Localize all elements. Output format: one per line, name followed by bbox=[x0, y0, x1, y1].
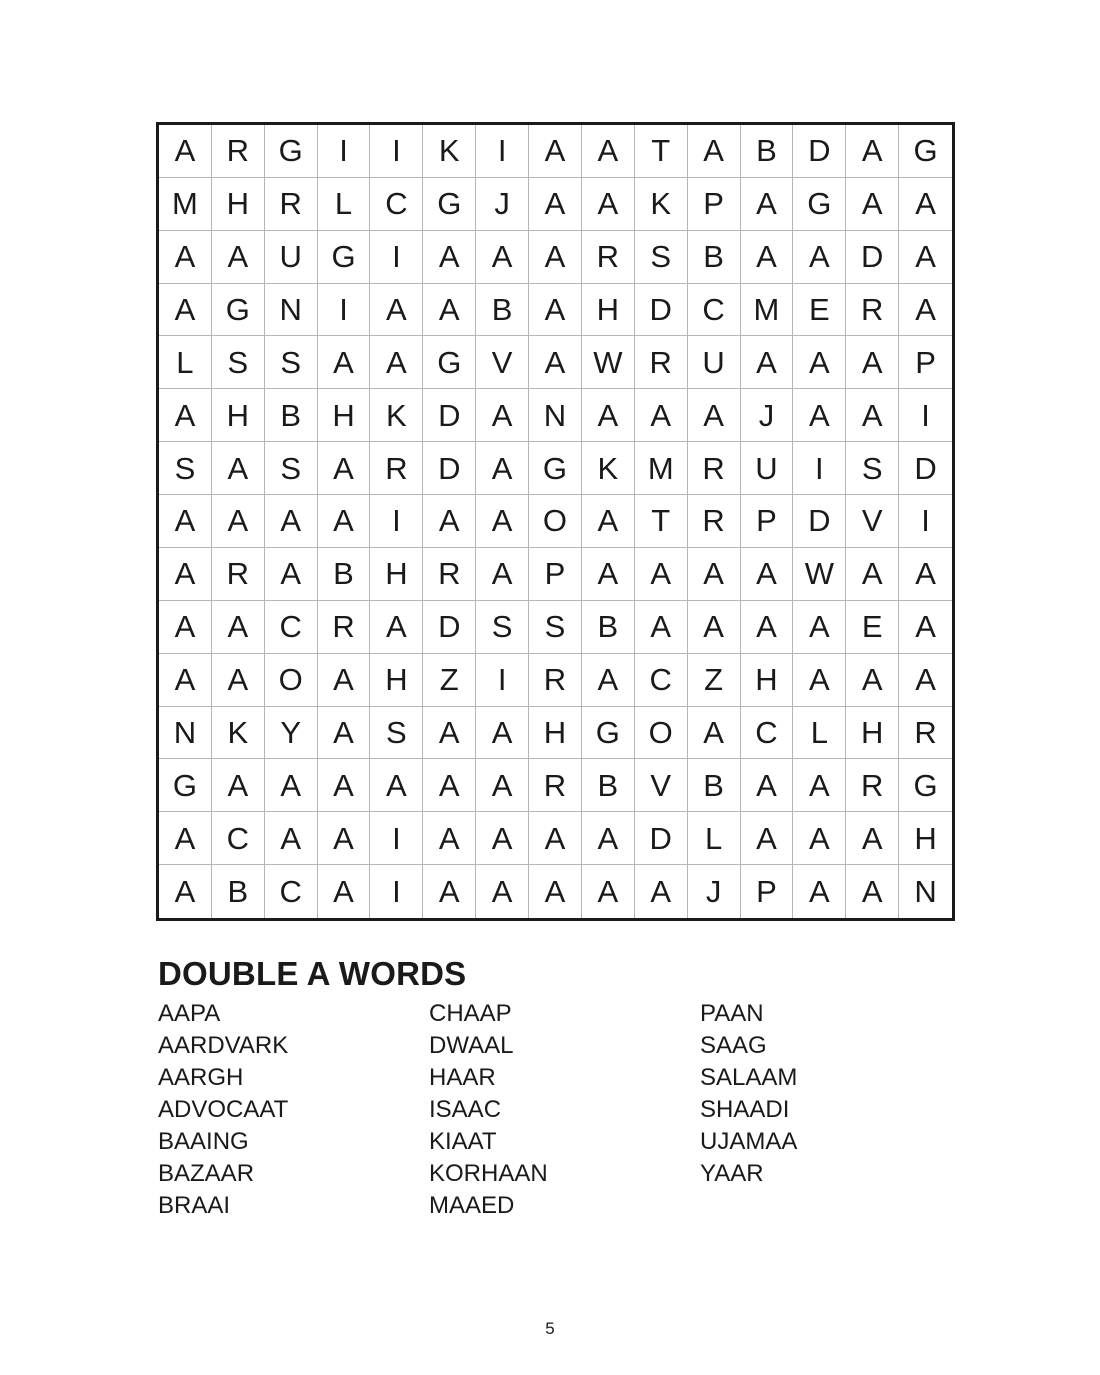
word-list-column-1 bbox=[158, 998, 288, 1222]
grid-cell: B bbox=[582, 759, 635, 812]
grid-cell: D bbox=[793, 125, 846, 178]
grid-cell: P bbox=[529, 548, 582, 601]
grid-cell: B bbox=[212, 865, 265, 918]
grid-cell: A bbox=[476, 548, 529, 601]
grid-cell: A bbox=[846, 865, 899, 918]
word-list-item: SAAG bbox=[700, 1032, 767, 1059]
grid-cell: I bbox=[370, 865, 423, 918]
grid-cell: T bbox=[635, 495, 688, 548]
grid-cell: H bbox=[846, 707, 899, 760]
grid-cell: I bbox=[793, 442, 846, 495]
grid-cell: A bbox=[846, 812, 899, 865]
grid-cell: A bbox=[741, 601, 794, 654]
grid-cell: A bbox=[793, 654, 846, 707]
grid-cell: A bbox=[159, 601, 212, 654]
grid-cell: A bbox=[741, 759, 794, 812]
grid-cell: A bbox=[582, 178, 635, 231]
grid-cell: I bbox=[370, 495, 423, 548]
grid-cell: S bbox=[529, 601, 582, 654]
grid-cell: V bbox=[846, 495, 899, 548]
word-list-item: BRAAI bbox=[158, 1192, 231, 1219]
grid-cell: A bbox=[318, 336, 371, 389]
grid-cell: A bbox=[529, 865, 582, 918]
grid-cell: A bbox=[159, 865, 212, 918]
grid-cell: A bbox=[159, 548, 212, 601]
grid-cell: R bbox=[688, 495, 741, 548]
grid-cell: H bbox=[741, 654, 794, 707]
grid-cell: M bbox=[159, 178, 212, 231]
grid-cell: A bbox=[159, 495, 212, 548]
grid-cell: B bbox=[582, 601, 635, 654]
grid-cell: D bbox=[423, 601, 476, 654]
grid-cell: A bbox=[212, 231, 265, 284]
grid-cell: O bbox=[265, 654, 318, 707]
grid-cell: A bbox=[582, 548, 635, 601]
grid-cell: B bbox=[265, 389, 318, 442]
grid-cell: A bbox=[846, 654, 899, 707]
grid-cell: A bbox=[423, 495, 476, 548]
grid-cell: A bbox=[476, 812, 529, 865]
grid-cell: A bbox=[318, 759, 371, 812]
grid-cell: R bbox=[635, 336, 688, 389]
grid-cell: A bbox=[635, 548, 688, 601]
grid-cell: C bbox=[635, 654, 688, 707]
grid-cell: A bbox=[793, 336, 846, 389]
word-search-grid bbox=[156, 122, 955, 921]
grid-cell: C bbox=[265, 601, 318, 654]
grid-cell: A bbox=[582, 495, 635, 548]
grid-cell: K bbox=[635, 178, 688, 231]
grid-cell: A bbox=[793, 812, 846, 865]
grid-cell: K bbox=[370, 389, 423, 442]
grid-cell: A bbox=[793, 759, 846, 812]
grid-cell: Z bbox=[688, 654, 741, 707]
grid-cell: H bbox=[370, 654, 423, 707]
grid-cell: K bbox=[212, 707, 265, 760]
grid-cell: A bbox=[529, 336, 582, 389]
grid-cell: A bbox=[159, 654, 212, 707]
grid-cell: C bbox=[265, 865, 318, 918]
grid-cell: N bbox=[529, 389, 582, 442]
grid-cell: Z bbox=[423, 654, 476, 707]
grid-cell: A bbox=[741, 548, 794, 601]
grid-cell: G bbox=[423, 336, 476, 389]
word-list-item: YAAR bbox=[700, 1160, 764, 1187]
grid-cell: C bbox=[370, 178, 423, 231]
grid-cell: D bbox=[635, 812, 688, 865]
grid-cell: G bbox=[899, 125, 952, 178]
grid-cell: A bbox=[846, 178, 899, 231]
grid-cell: A bbox=[265, 495, 318, 548]
grid-cell: A bbox=[899, 231, 952, 284]
grid-cell: A bbox=[212, 442, 265, 495]
grid-cell: A bbox=[476, 389, 529, 442]
grid-cell: N bbox=[159, 707, 212, 760]
grid-cell: P bbox=[688, 178, 741, 231]
grid-cell: I bbox=[370, 125, 423, 178]
grid-cell: A bbox=[529, 812, 582, 865]
grid-cell: A bbox=[318, 654, 371, 707]
grid-cell: A bbox=[318, 495, 371, 548]
grid-cell: H bbox=[529, 707, 582, 760]
word-list-item: MAAED bbox=[429, 1192, 515, 1219]
grid-cell: B bbox=[688, 231, 741, 284]
grid-cell: N bbox=[265, 284, 318, 337]
grid-cell: K bbox=[582, 442, 635, 495]
grid-cell: G bbox=[899, 759, 952, 812]
grid-cell: G bbox=[159, 759, 212, 812]
grid-cell: A bbox=[741, 812, 794, 865]
word-list-item: DWAAL bbox=[429, 1032, 514, 1059]
grid-cell: B bbox=[476, 284, 529, 337]
grid-cell: A bbox=[265, 759, 318, 812]
grid-cell: A bbox=[899, 601, 952, 654]
grid-cell: I bbox=[318, 284, 371, 337]
word-list-column-3 bbox=[700, 998, 797, 1190]
grid-cell: A bbox=[318, 865, 371, 918]
grid-cell: A bbox=[582, 654, 635, 707]
word-list-item: BAAING bbox=[158, 1128, 249, 1155]
grid-cell: A bbox=[476, 442, 529, 495]
grid-cell: A bbox=[582, 389, 635, 442]
grid-cell: R bbox=[688, 442, 741, 495]
grid-cell: A bbox=[476, 759, 529, 812]
grid-cell: A bbox=[370, 336, 423, 389]
grid-cell: U bbox=[741, 442, 794, 495]
grid-cell: I bbox=[318, 125, 371, 178]
grid-cell: I bbox=[370, 812, 423, 865]
word-list-item: KIAAT bbox=[429, 1128, 497, 1155]
word-list-item: UJAMAA bbox=[700, 1128, 798, 1155]
grid-cell: A bbox=[741, 178, 794, 231]
grid-cell: L bbox=[688, 812, 741, 865]
grid-cell: R bbox=[846, 284, 899, 337]
grid-cell: P bbox=[741, 495, 794, 548]
grid-cell: R bbox=[423, 548, 476, 601]
grid-cell: C bbox=[741, 707, 794, 760]
grid-cell: A bbox=[423, 759, 476, 812]
grid-cell: A bbox=[635, 865, 688, 918]
grid-cell: A bbox=[159, 284, 212, 337]
grid-cell: R bbox=[370, 442, 423, 495]
grid-cell: G bbox=[582, 707, 635, 760]
grid-cell: A bbox=[635, 601, 688, 654]
grid-cell: A bbox=[370, 284, 423, 337]
grid-cell: S bbox=[635, 231, 688, 284]
grid-cell: D bbox=[423, 389, 476, 442]
grid-cell: A bbox=[423, 812, 476, 865]
grid-cell: A bbox=[793, 865, 846, 918]
grid-cell: R bbox=[265, 178, 318, 231]
grid-cell: M bbox=[741, 284, 794, 337]
grid-cell: R bbox=[846, 759, 899, 812]
grid-cell: A bbox=[741, 336, 794, 389]
grid-cell: H bbox=[212, 178, 265, 231]
grid-cell: A bbox=[688, 389, 741, 442]
grid-cell: S bbox=[476, 601, 529, 654]
grid-cell: J bbox=[476, 178, 529, 231]
page-number: 5 bbox=[545, 1319, 555, 1338]
grid-cell: A bbox=[318, 812, 371, 865]
grid-cell: J bbox=[741, 389, 794, 442]
grid-cell: G bbox=[529, 442, 582, 495]
grid-cell: R bbox=[212, 548, 265, 601]
grid-cell: A bbox=[793, 389, 846, 442]
grid-cell: S bbox=[265, 336, 318, 389]
grid-cell: A bbox=[476, 231, 529, 284]
grid-cell: A bbox=[529, 178, 582, 231]
grid-cell: D bbox=[846, 231, 899, 284]
grid-cell: J bbox=[688, 865, 741, 918]
grid-cell: A bbox=[318, 442, 371, 495]
grid-cell: K bbox=[423, 125, 476, 178]
grid-cell: E bbox=[793, 284, 846, 337]
grid-cell: L bbox=[793, 707, 846, 760]
grid-cell: A bbox=[370, 601, 423, 654]
grid-cell: A bbox=[212, 759, 265, 812]
grid-cell: A bbox=[793, 231, 846, 284]
grid-cell: A bbox=[635, 389, 688, 442]
word-list-item: KORHAAN bbox=[429, 1160, 548, 1187]
grid-cell: N bbox=[914, 874, 937, 910]
word-list-item: BAZAAR bbox=[158, 1160, 255, 1187]
grid-cell: G bbox=[318, 231, 371, 284]
grid-cell: I bbox=[899, 495, 952, 548]
grid-cell: A bbox=[899, 548, 952, 601]
grid-cell: A bbox=[688, 707, 741, 760]
word-list-item: AARDVARK bbox=[158, 1032, 289, 1059]
word-list-column-2 bbox=[429, 998, 548, 1222]
grid-cell: U bbox=[688, 336, 741, 389]
grid-cell: A bbox=[529, 284, 582, 337]
grid-cell: H bbox=[212, 389, 265, 442]
grid-cell: R bbox=[899, 707, 952, 760]
word-list-item: AARGH bbox=[158, 1064, 244, 1091]
grid-cell: W bbox=[582, 336, 635, 389]
grid-cell: O bbox=[635, 707, 688, 760]
grid-cell: E bbox=[846, 601, 899, 654]
grid-cell: S bbox=[370, 707, 423, 760]
grid-cell: A bbox=[212, 654, 265, 707]
grid-cell: B bbox=[318, 548, 371, 601]
grid-cell: M bbox=[635, 442, 688, 495]
grid-cell: G bbox=[212, 284, 265, 337]
grid-cell: S bbox=[846, 442, 899, 495]
grid-cell: S bbox=[212, 336, 265, 389]
grid-cell: B bbox=[741, 125, 794, 178]
grid-cell: R bbox=[582, 231, 635, 284]
grid-cell: A bbox=[476, 865, 529, 918]
grid-cell: A bbox=[529, 231, 582, 284]
grid-cell: A bbox=[793, 601, 846, 654]
grid-cell: A bbox=[159, 389, 212, 442]
grid-cell: I bbox=[370, 231, 423, 284]
grid-cell: P bbox=[899, 336, 952, 389]
grid-cell: D bbox=[899, 442, 952, 495]
grid-cell: R bbox=[318, 601, 371, 654]
word-list-item: HAAR bbox=[429, 1064, 496, 1091]
grid-cell: W bbox=[793, 548, 846, 601]
grid-cell: S bbox=[265, 442, 318, 495]
grid-cell: A bbox=[265, 548, 318, 601]
grid-cell: I bbox=[476, 125, 529, 178]
grid-cell: A bbox=[423, 865, 476, 918]
grid-cell: D bbox=[793, 495, 846, 548]
grid-cell: R bbox=[212, 125, 265, 178]
grid-cell: A bbox=[899, 654, 952, 707]
grid-cell: A bbox=[688, 125, 741, 178]
grid-cell: C bbox=[688, 284, 741, 337]
grid-cell: H bbox=[899, 812, 952, 865]
grid-cell: H bbox=[318, 389, 371, 442]
grid-cell: D bbox=[423, 442, 476, 495]
grid-cell: H bbox=[370, 548, 423, 601]
grid-cell: S bbox=[159, 442, 212, 495]
word-list-title: DOUBLE A WORDS bbox=[158, 955, 467, 992]
grid-cell: H bbox=[582, 284, 635, 337]
word-list-item: AAPA bbox=[158, 1000, 221, 1027]
grid-cell: Y bbox=[265, 707, 318, 760]
grid-cell: L bbox=[159, 336, 212, 389]
grid-cell: A bbox=[688, 601, 741, 654]
grid-cell: G bbox=[793, 178, 846, 231]
grid-cell: U bbox=[265, 231, 318, 284]
grid-cell: A bbox=[423, 707, 476, 760]
grid-cell: T bbox=[635, 125, 688, 178]
grid-cell: A bbox=[265, 812, 318, 865]
grid-cell: A bbox=[159, 125, 212, 178]
grid-cell: A bbox=[370, 759, 423, 812]
word-list-item: ADVOCAAT bbox=[158, 1096, 289, 1123]
grid-cell: D bbox=[635, 284, 688, 337]
grid-cell: A bbox=[741, 231, 794, 284]
grid-cell: A bbox=[688, 548, 741, 601]
word-list-item: PAAN bbox=[700, 1000, 764, 1027]
grid-cell: A bbox=[846, 336, 899, 389]
grid-cell: A bbox=[582, 125, 635, 178]
word-list-item: ISAAC bbox=[429, 1096, 502, 1123]
grid-cell: A bbox=[529, 125, 582, 178]
grid-cell: A bbox=[212, 495, 265, 548]
grid-cell: I bbox=[899, 389, 952, 442]
word-list-item: SHAADI bbox=[700, 1096, 790, 1123]
word-list-item: CHAAP bbox=[429, 1000, 512, 1027]
grid-cell: R bbox=[529, 654, 582, 707]
grid-cell: A bbox=[159, 231, 212, 284]
grid-cell: O bbox=[529, 495, 582, 548]
grid-cell: G bbox=[265, 125, 318, 178]
grid-cell: A bbox=[423, 284, 476, 337]
grid-cell: A bbox=[476, 707, 529, 760]
grid-cell: A bbox=[899, 284, 952, 337]
grid-cell: A bbox=[212, 601, 265, 654]
grid-cell: A bbox=[582, 812, 635, 865]
grid-cell: A bbox=[582, 865, 635, 918]
grid-cell: V bbox=[635, 759, 688, 812]
grid-cell: C bbox=[212, 812, 265, 865]
grid-cell: I bbox=[476, 654, 529, 707]
grid-cell: B bbox=[688, 759, 741, 812]
grid-cell: A bbox=[476, 495, 529, 548]
grid-cell: A bbox=[423, 231, 476, 284]
word-list-item: SALAAM bbox=[700, 1064, 798, 1091]
grid-cell: A bbox=[846, 548, 899, 601]
grid-cell: V bbox=[476, 336, 529, 389]
grid-cell: L bbox=[318, 178, 371, 231]
grid-cell: A bbox=[159, 812, 212, 865]
grid-cell: A bbox=[846, 125, 899, 178]
grid-cell: A bbox=[318, 707, 371, 760]
grid-cell: A bbox=[846, 389, 899, 442]
grid-cell: R bbox=[529, 759, 582, 812]
grid-cell: G bbox=[423, 178, 476, 231]
grid-cell: P bbox=[741, 865, 794, 918]
grid-cell: A bbox=[899, 178, 952, 231]
